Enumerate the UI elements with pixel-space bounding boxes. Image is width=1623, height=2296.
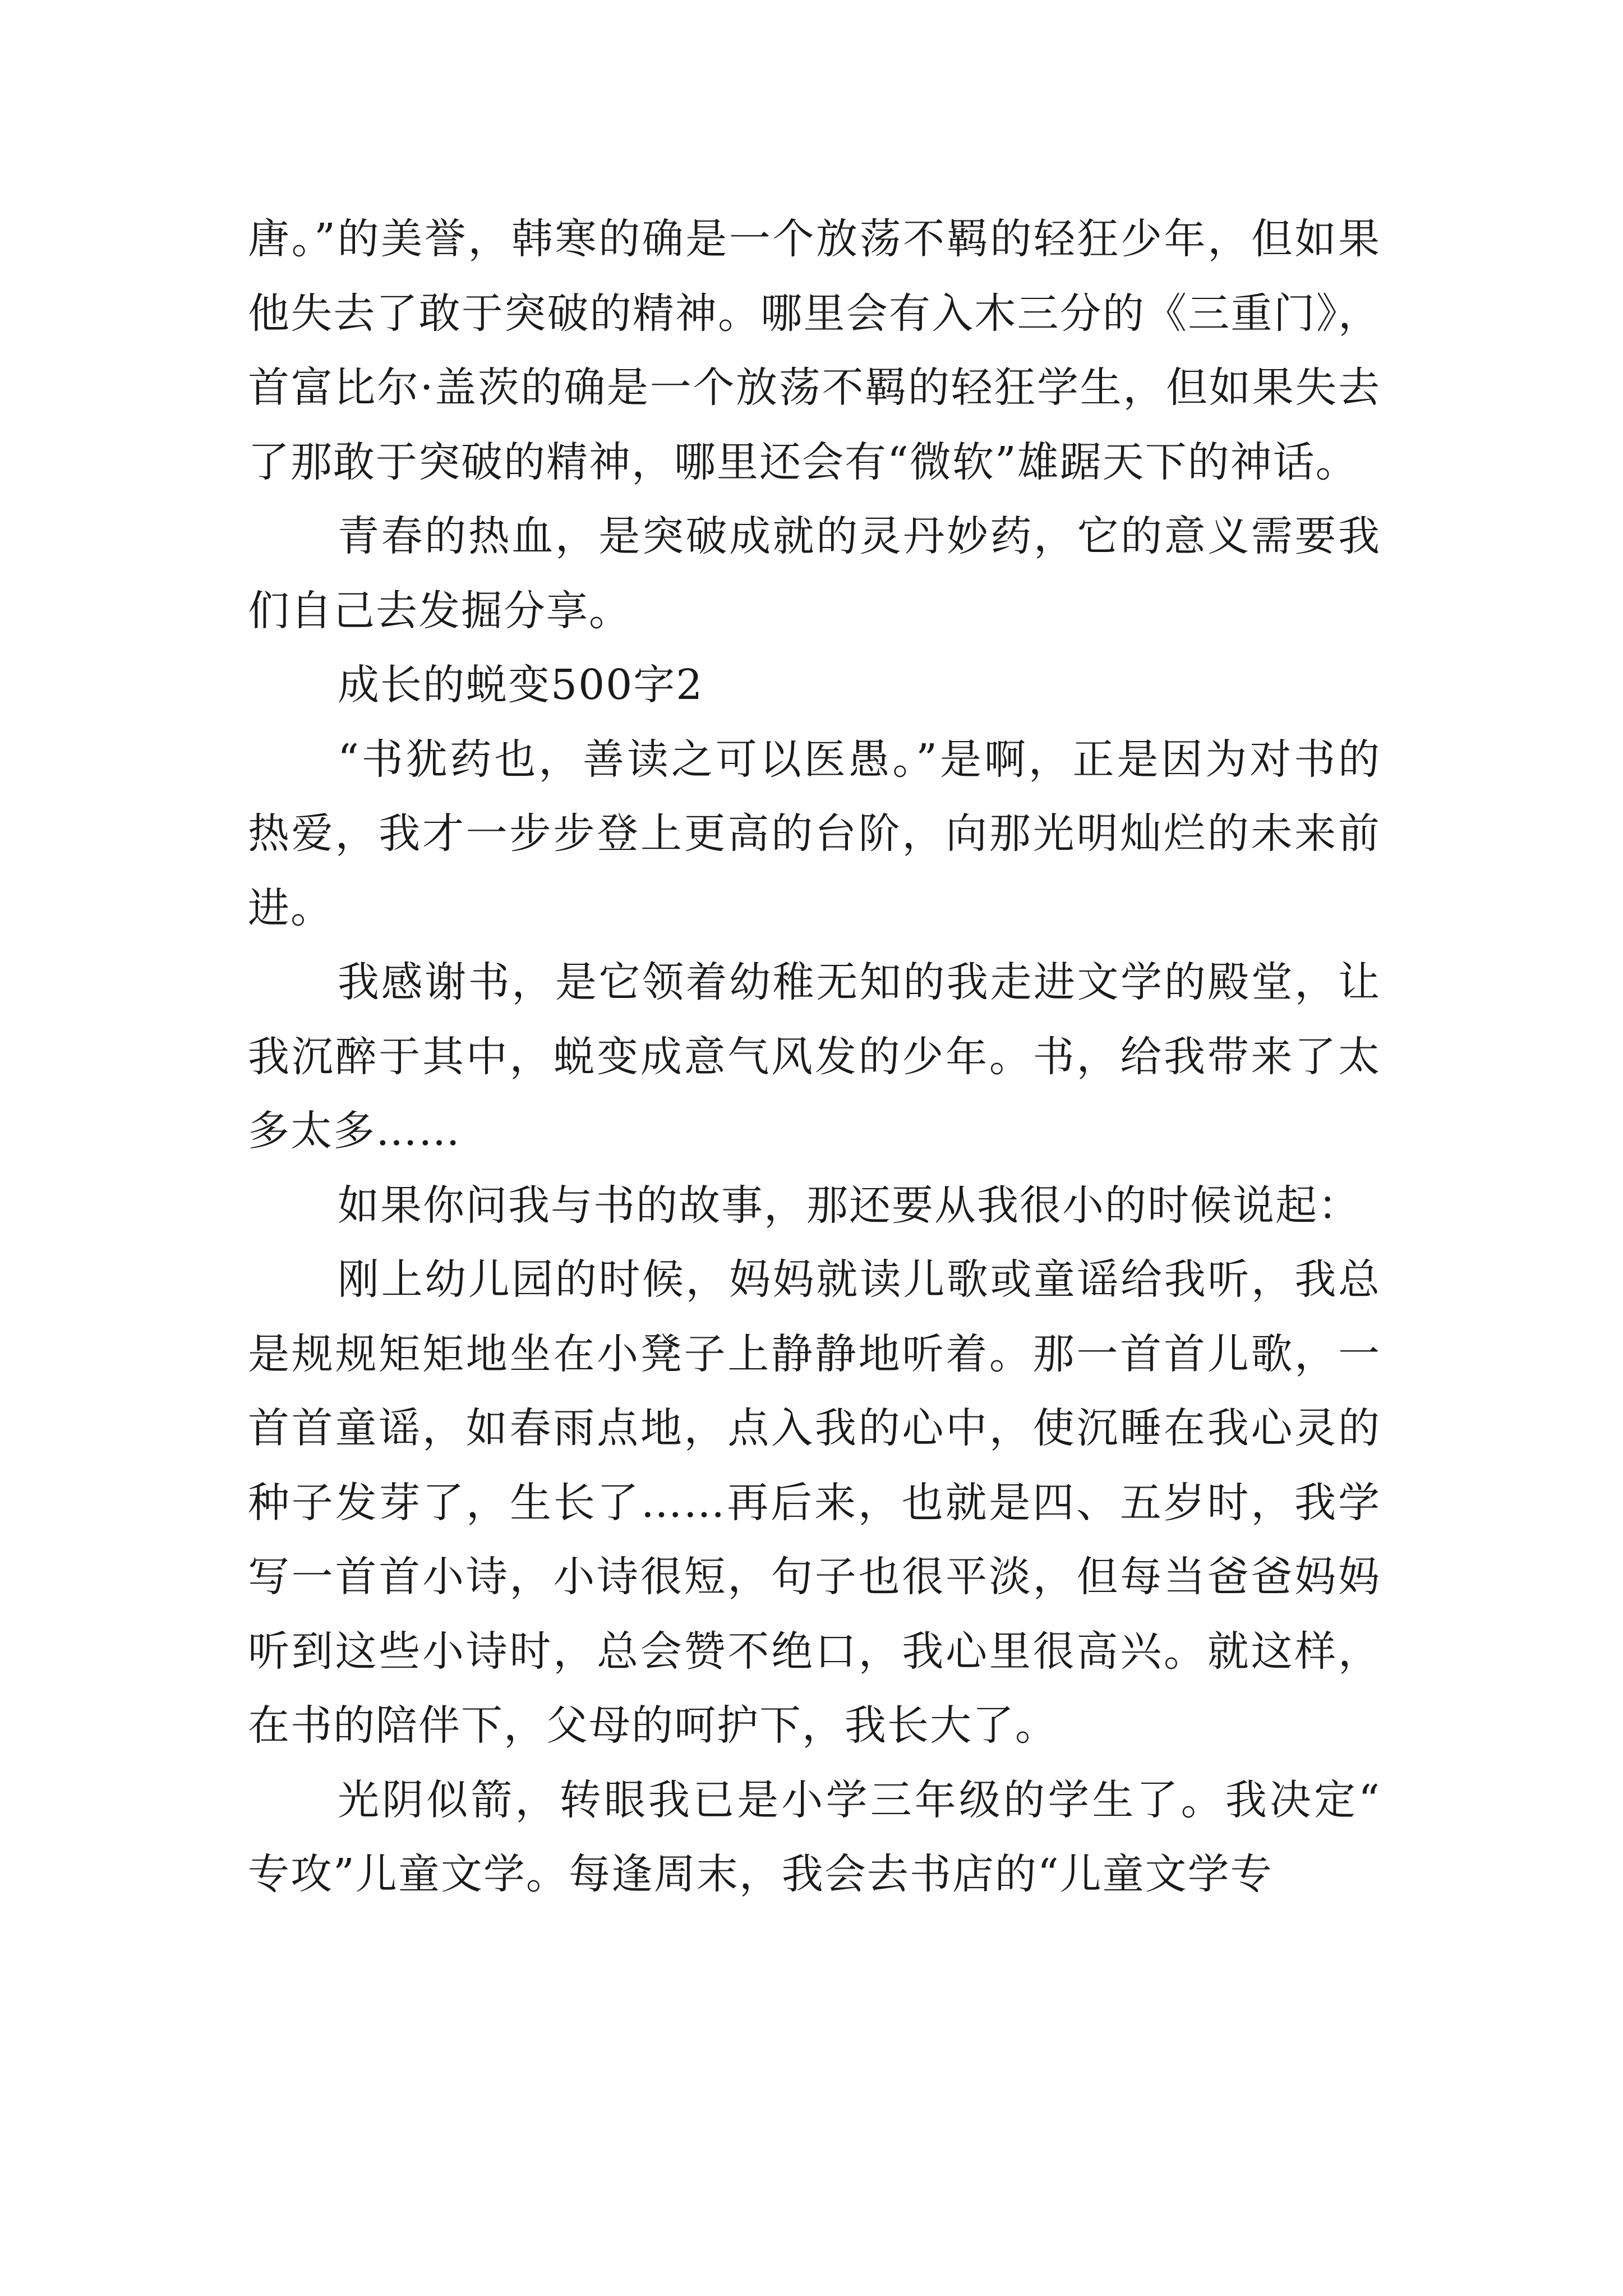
document-body [248,202,1381,1912]
paragraph: “书犹药也，善读之可以医愚。”是啊，正是因为对书的热爱，我才一步步登上更高的台阶，向那光明灿烂的未来前进。 [248,735,1381,932]
paragraph: 光阴似箭，转眼我已是小学三年级的学生了。我决定“专攻”儿童文学。每逢周末，我会去书店的“儿童文学专 [248,1775,1381,1898]
paragraph: 如果你问我与书的故事，那还要从我很小的时候说起： [338,1181,1361,1230]
paragraph-continued: 唐。”的美誉，韩寒的确是一个放荡不羁的轻狂少年，但如果他失去了敢于突破的精神。哪里会有入木三分的《三重门》，首富比尔·盖茨的确是一个放荡不羁的轻狂学生，但如果失去了那敢于突破的精神，哪里还会有“微软”雄踞天下的神话。 [248,215,1381,486]
paragraph: 青春的热血，是突破成就的灵丹妙药，它的意义需要我们自己去发掘分享。 [248,512,1381,635]
paragraph: 我感谢书，是它领着幼稚无知的我走进文学的殿堂，让我沉醉于其中，蜕变成意气风发的少年。书，给我带来了太多太多…… [248,958,1381,1155]
section-heading: 成长的蜕变500字2 [338,661,704,709]
paragraph: 刚上幼儿园的时候，妈妈就读儿歌或童谣给我听，我总是规规矩矩地坐在小凳子上静静地听着。那一首首儿歌，一首首童谣，如春雨点地，点入我的心中，使沉睡在我心灵的种子发芽了，生长了……再后来，也就是四、五岁时，我学写一首首小诗，小诗很短，句子也很平淡，但每当爸爸妈妈听到这些小诗时，总会赞不绝口，我心里很高兴。就这样，在书的陪伴下，父母的呵护下，我长大了。 [248,1255,1381,1750]
